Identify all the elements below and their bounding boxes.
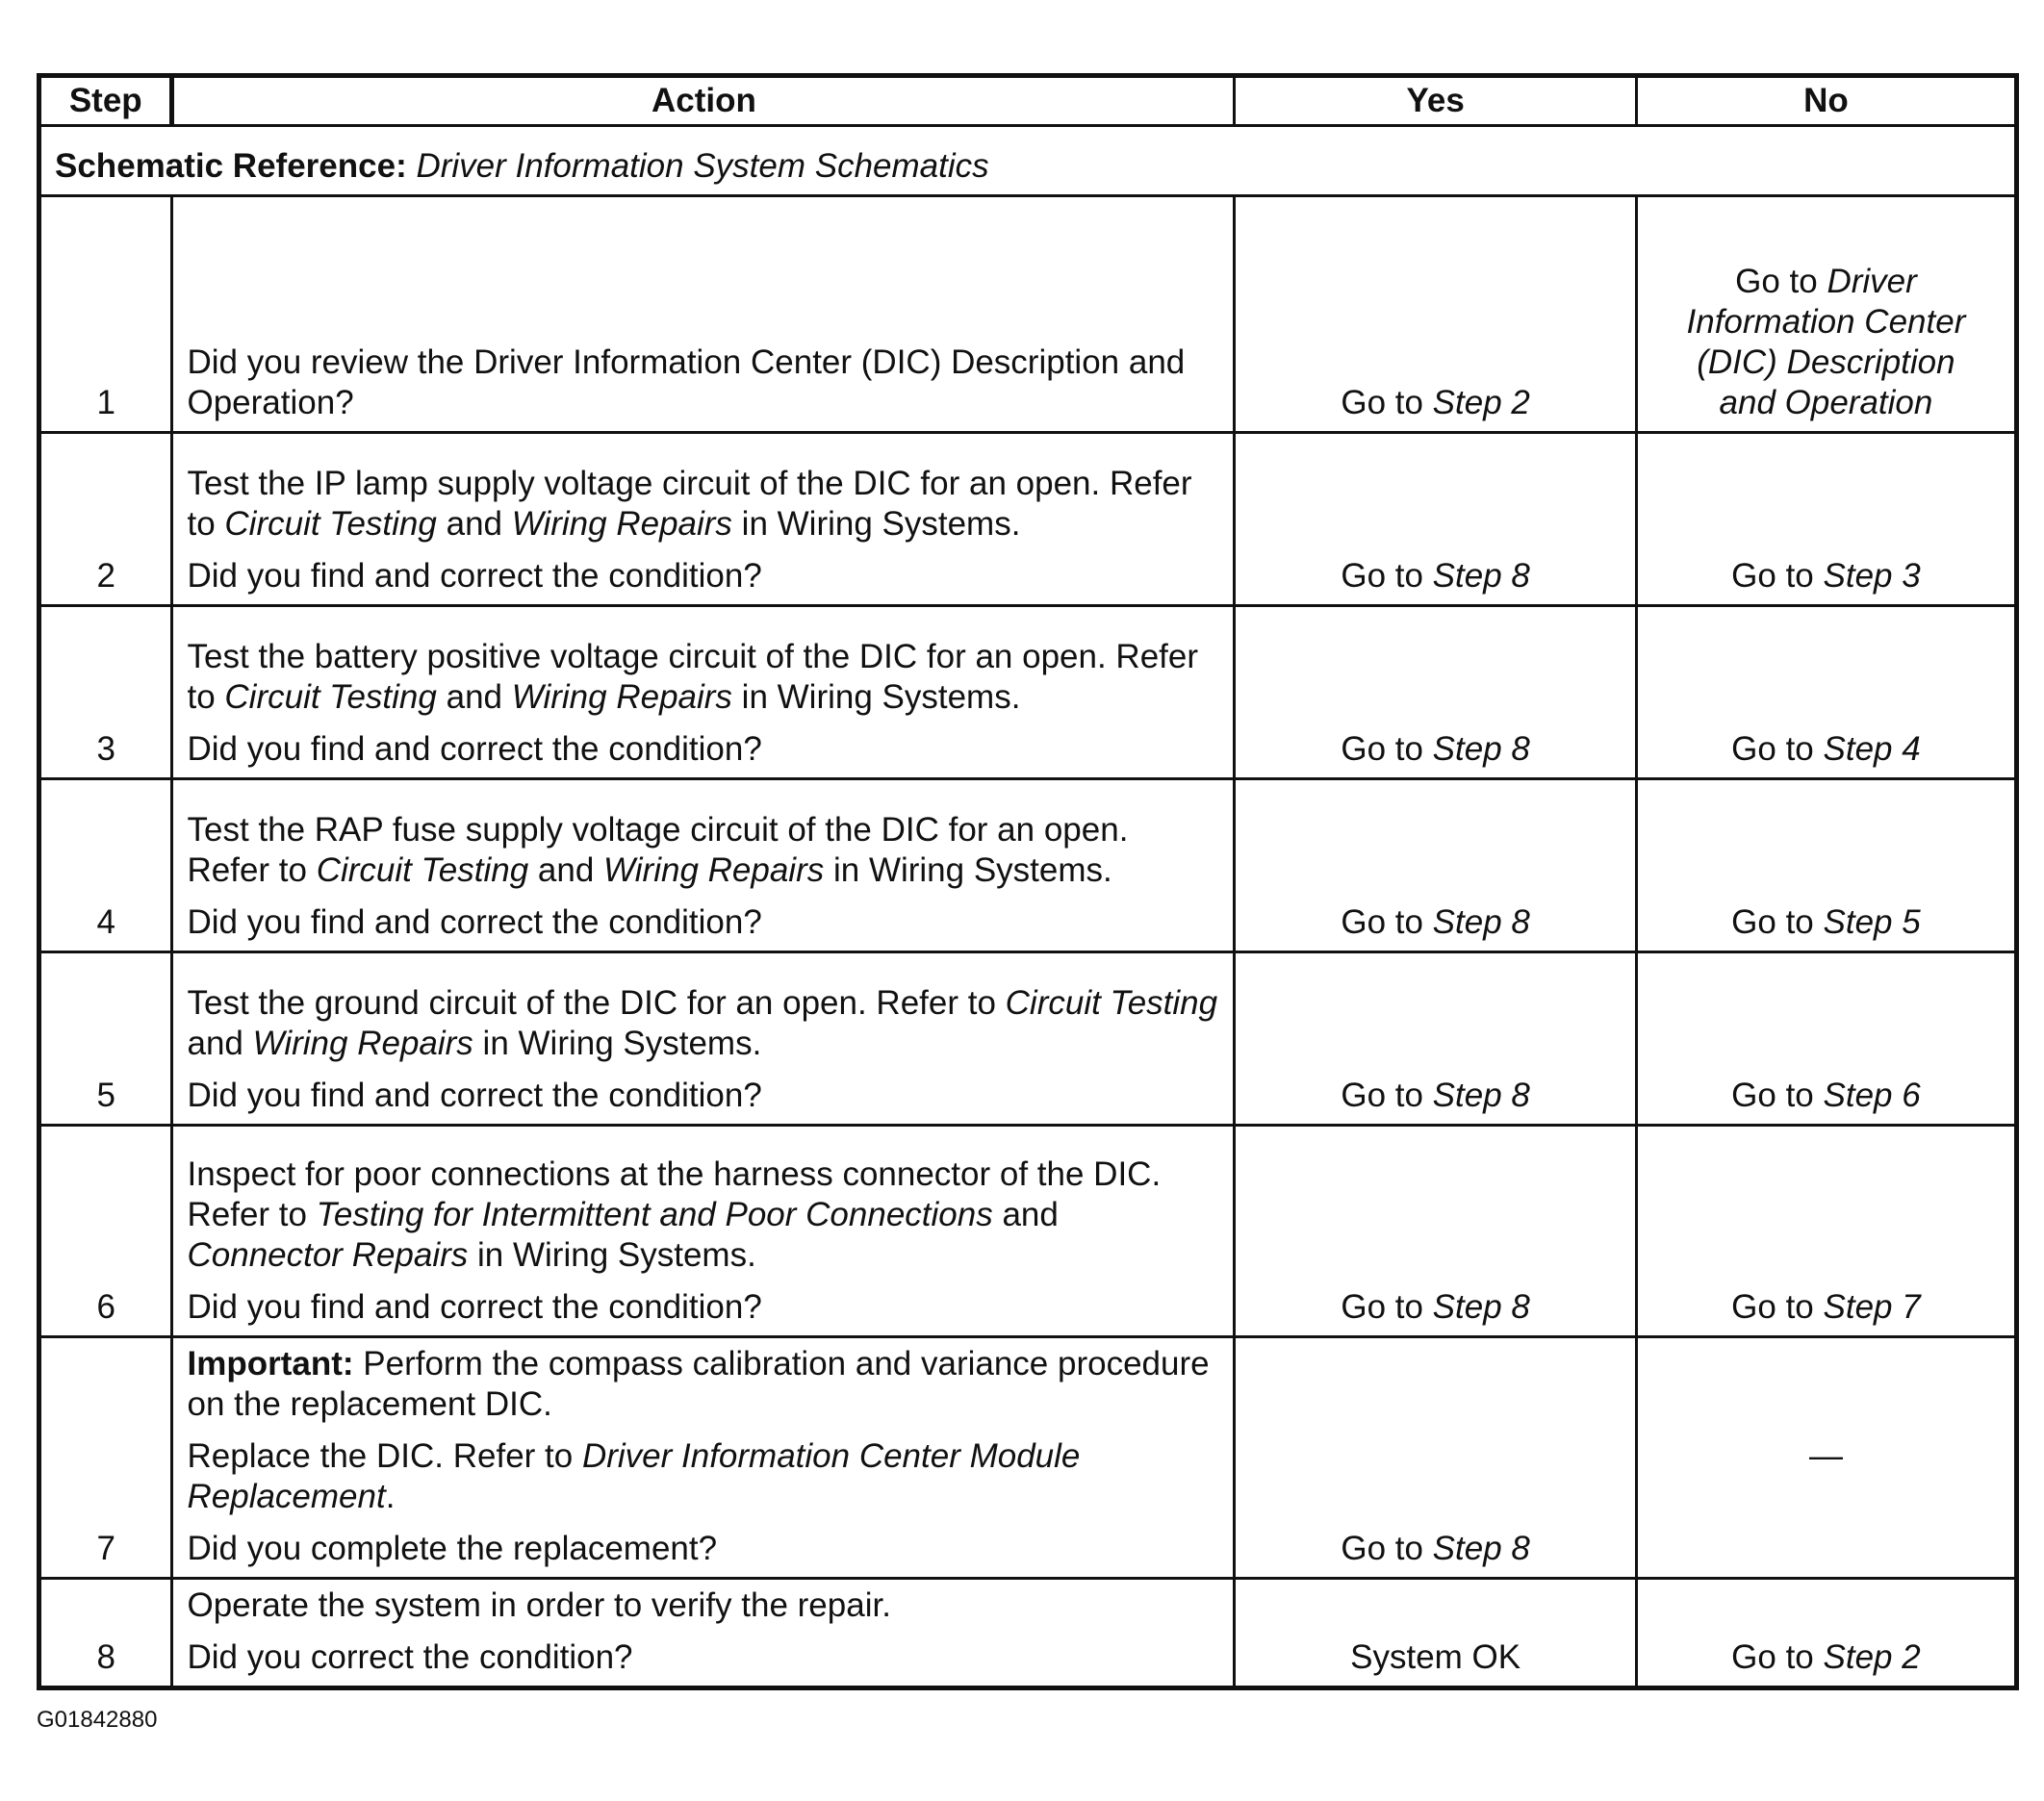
action-cell	[172, 433, 1235, 606]
text-run: System OK	[1350, 1638, 1521, 1676]
step-number: 8	[39, 1579, 172, 1688]
yes-outcome	[1235, 1126, 1637, 1337]
step-row	[39, 779, 2017, 952]
action-paragraph	[187, 1076, 1219, 1116]
text-run: and	[992, 1196, 1059, 1233]
reference-link[interactable]: Driver Information Center Module Replacement	[187, 1437, 1081, 1515]
step-number: 1	[39, 196, 172, 433]
action-cell	[172, 196, 1235, 433]
text-run: Did you correct the condition?	[187, 1638, 633, 1676]
text-run: in Wiring Systems.	[731, 678, 1021, 716]
text-run: Test the RAP fuse supply voltage circuit of the DIC for an open. Refer to	[187, 811, 1129, 889]
reference-link[interactable]: Step 8	[1432, 1077, 1530, 1114]
diagnostic-table	[37, 73, 2019, 1690]
no-outcome	[1636, 196, 2016, 433]
text-run: Go to	[1341, 557, 1433, 595]
action-paragraph	[187, 342, 1219, 423]
action-cell	[172, 952, 1235, 1126]
text-run: and	[187, 1025, 253, 1062]
no-outcome	[1636, 1126, 2016, 1337]
text-run: Go to	[1731, 1077, 1824, 1114]
step-number: 6	[39, 1126, 172, 1337]
action-cell	[172, 779, 1235, 952]
step-row	[39, 196, 2017, 433]
reference-link[interactable]: Step 2	[1432, 384, 1530, 421]
action-paragraph	[187, 729, 1219, 770]
reference-link[interactable]: Testing for Intermittent and Poor Connections	[316, 1196, 993, 1233]
reference-link[interactable]: Circuit Testing	[316, 851, 529, 889]
no-outcome	[1636, 1579, 2016, 1688]
text-run: Go to	[1731, 1638, 1824, 1676]
step-row	[39, 433, 2017, 606]
action-paragraph	[187, 1585, 1219, 1626]
reference-link[interactable]: Step 8	[1432, 730, 1530, 768]
header-no: No	[1636, 76, 2016, 126]
text-run: Go to	[1731, 730, 1824, 768]
action-cell	[172, 1337, 1235, 1579]
yes-outcome	[1235, 433, 1637, 606]
text-run: Did you find and correct the condition?	[187, 1077, 762, 1114]
text-run: Perform the compass calibration and variance procedure on the replacement DIC.	[187, 1345, 1210, 1423]
reference-link[interactable]: Wiring Repairs	[511, 505, 732, 543]
text-run: in Wiring Systems.	[468, 1236, 756, 1274]
text-run: Replace the DIC. Refer to	[187, 1437, 582, 1475]
reference-link[interactable]: Step 4	[1823, 730, 1921, 768]
action-paragraph	[187, 637, 1219, 718]
reference-link[interactable]: Wiring Repairs	[252, 1025, 473, 1062]
yes-outcome	[1235, 952, 1637, 1126]
header-action: Action	[172, 76, 1235, 126]
action-cell	[172, 1126, 1235, 1337]
text-run: Did you find and correct the condition?	[187, 730, 762, 768]
reference-link[interactable]: Step 2	[1823, 1638, 1921, 1676]
no-outcome	[1636, 952, 2016, 1126]
no-outcome	[1636, 606, 2016, 779]
text-run: Inspect for poor connections at the harness connector of the DIC. Refer to	[187, 1155, 1162, 1233]
step-row	[39, 1126, 2017, 1337]
reference-link[interactable]: Driver Information Center (DIC) Description and Operation	[1686, 263, 1966, 421]
step-number: 4	[39, 779, 172, 952]
reference-link[interactable]: Step 6	[1823, 1077, 1921, 1114]
reference-link[interactable]: Step 8	[1432, 557, 1530, 595]
emphasis-text: Important:	[187, 1345, 354, 1382]
reference-link[interactable]: Wiring Repairs	[603, 851, 825, 889]
reference-link[interactable]: Step 3	[1823, 557, 1921, 595]
text-run: Test the ground circuit of the DIC for an open. Refer to	[187, 984, 1006, 1022]
step-number: 2	[39, 433, 172, 606]
reference-link[interactable]: Step 5	[1823, 903, 1921, 941]
header-row	[39, 76, 2017, 126]
text-run: Go to	[1341, 903, 1433, 941]
text-run: in Wiring Systems.	[731, 505, 1021, 543]
text-run: and	[436, 678, 512, 716]
yes-outcome	[1235, 779, 1637, 952]
text-run: and	[436, 505, 512, 543]
yes-outcome	[1235, 1579, 1637, 1688]
text-run: Go to	[1341, 730, 1433, 768]
text-run: Operate the system in order to verify the repair.	[187, 1586, 891, 1624]
step-number: 7	[39, 1337, 172, 1579]
text-run: Did you find and correct the condition?	[187, 903, 762, 941]
text-run: in Wiring Systems.	[824, 851, 1112, 889]
schematic-reference-link[interactable]: Driver Information System Schematics	[416, 147, 989, 185]
text-run: Test the IP lamp supply voltage circuit of the DIC for an open. Refer to	[187, 465, 1192, 543]
text-run: Go to	[1731, 1288, 1824, 1326]
action-cell	[172, 1579, 1235, 1688]
text-run: Did you find and correct the condition?	[187, 557, 762, 595]
text-run: Did you review the Driver Information Center (DIC) Description and Operation?	[187, 343, 1186, 421]
action-paragraph	[187, 810, 1219, 891]
action-paragraph	[187, 1436, 1219, 1517]
action-paragraph	[187, 983, 1219, 1064]
reference-link[interactable]: Wiring Repairs	[511, 678, 732, 716]
text-run: Go to	[1341, 1530, 1433, 1567]
reference-link[interactable]: Step 8	[1432, 903, 1530, 941]
step-row	[39, 606, 2017, 779]
step-row	[39, 1337, 2017, 1579]
text-run: Go to	[1735, 263, 1827, 300]
action-paragraph	[187, 464, 1219, 545]
text-run: in Wiring Systems.	[473, 1025, 762, 1062]
schematic-reference-row	[39, 126, 2017, 196]
reference-link[interactable]: Connector Repairs	[187, 1236, 469, 1274]
action-paragraph	[187, 556, 1219, 596]
action-paragraph	[187, 1287, 1219, 1328]
reference-link[interactable]: Step 8	[1432, 1530, 1530, 1567]
reference-link[interactable]: Step 8	[1432, 1288, 1530, 1326]
header-step: Step	[39, 76, 172, 126]
no-outcome	[1636, 433, 2016, 606]
text-run: and	[528, 851, 604, 889]
text-run: Go to	[1341, 384, 1433, 421]
text-run: Go to	[1341, 1077, 1433, 1114]
text-run: Did you complete the replacement?	[187, 1530, 718, 1567]
reference-link[interactable]: Circuit Testing	[224, 678, 437, 716]
action-paragraph	[187, 1344, 1219, 1425]
figure-id: G01842880	[37, 1707, 158, 1733]
step-number: 3	[39, 606, 172, 779]
header-yes: Yes	[1235, 76, 1637, 126]
no-outcome	[1636, 1337, 2016, 1579]
yes-outcome	[1235, 1337, 1637, 1579]
text-run: .	[385, 1478, 396, 1515]
action-paragraph	[187, 1529, 1219, 1569]
text-run: Did you find and correct the condition?	[187, 1288, 762, 1326]
reference-link[interactable]: Circuit Testing	[1005, 984, 1218, 1022]
schematic-reference	[39, 126, 2017, 196]
action-cell	[172, 606, 1235, 779]
text-run: Go to	[1341, 1288, 1433, 1326]
text-run: Go to	[1731, 557, 1824, 595]
yes-outcome	[1235, 196, 1637, 433]
action-paragraph	[187, 902, 1219, 943]
no-outcome	[1636, 779, 2016, 952]
schematic-reference-label: Schematic Reference:	[55, 147, 407, 185]
step-row	[39, 952, 2017, 1126]
diagnostic-table-container	[37, 73, 2019, 1690]
action-paragraph	[187, 1154, 1219, 1276]
step-number: 5	[39, 952, 172, 1126]
action-paragraph	[187, 1637, 1219, 1678]
reference-link[interactable]: Circuit Testing	[224, 505, 437, 543]
text-run: Test the battery positive voltage circuit of the DIC for an open. Refer to	[187, 638, 1199, 716]
step-row	[39, 1579, 2017, 1688]
text-run: Go to	[1731, 903, 1824, 941]
text-run: —	[1808, 1437, 1843, 1475]
reference-link[interactable]: Step 7	[1823, 1288, 1921, 1326]
yes-outcome	[1235, 606, 1637, 779]
